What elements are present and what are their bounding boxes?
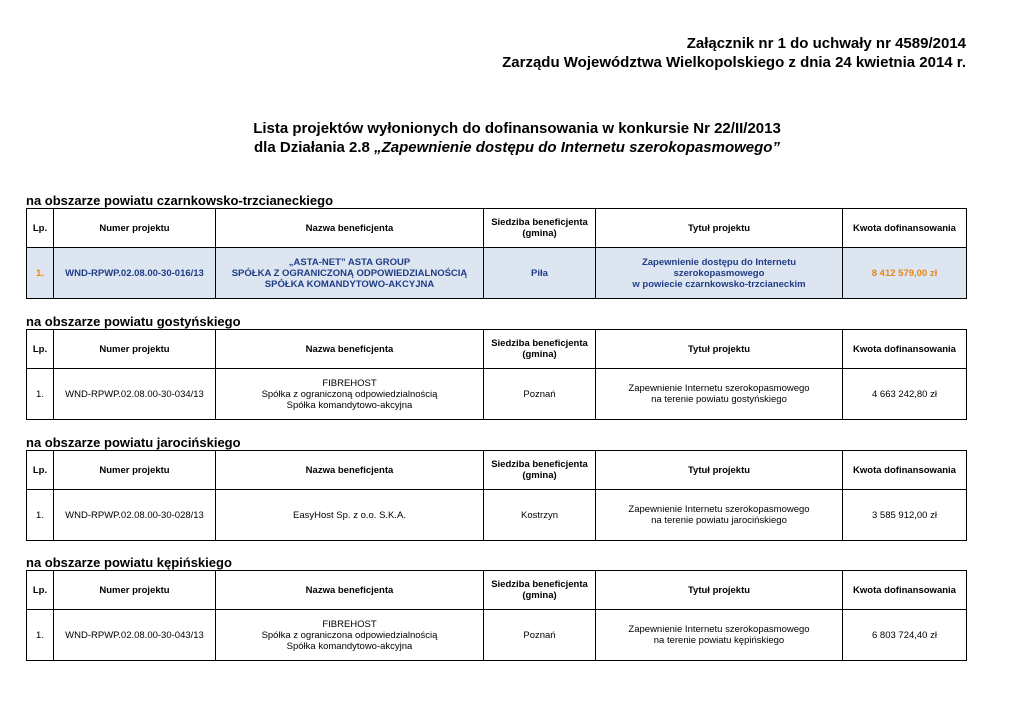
tytul-line: na terenie powiatu kępińskiego <box>653 635 785 646</box>
title-line-2-italic: „Zapewnienie dostępu do Internetu szerokopasmowego” <box>374 139 780 156</box>
col-siedziba-line2: (gmina) <box>522 470 557 481</box>
section-gostynski <box>26 315 966 420</box>
section-heading: na obszarze powiatu kępińskiego <box>26 555 232 570</box>
table-row <box>27 369 967 420</box>
header-line-2: Zarządu Województwa Wielkopolskiego z dnia 24 kwietnia 2014 r. <box>502 54 966 71</box>
cell-kwota: 4 663 242,80 zł <box>843 369 967 420</box>
col-lp: Lp. <box>27 209 54 248</box>
cell-kwota: 3 585 912,00 zł <box>843 490 967 541</box>
nazwa-line: SPÓŁKA KOMANDYTOWO-AKCYJNA <box>264 278 435 290</box>
col-siedziba-line1: Siedziba beneficjenta <box>491 459 588 470</box>
cell-siedziba: Poznań <box>484 610 596 661</box>
cell-numer: WND-RPWP.02.08.00-30-034/13 <box>54 369 216 420</box>
nazwa-line: SPÓŁKA Z OGRANICZONĄ ODPOWIEDZIALNOŚCIĄ <box>231 267 468 279</box>
nazwa-line: „ASTA-NET” ASTA GROUP <box>288 256 411 268</box>
cell-nazwa <box>216 369 484 420</box>
projects-table <box>26 329 967 420</box>
cell-siedziba: Kostrzyn <box>484 490 596 541</box>
col-siedziba <box>484 571 596 610</box>
cell-kwota: 6 803 724,40 zł <box>843 610 967 661</box>
table-row <box>27 248 967 299</box>
nazwa-line: FIBREHOST <box>322 618 377 630</box>
col-siedziba-line2: (gmina) <box>522 590 557 601</box>
col-lp: Lp. <box>27 330 54 369</box>
cell-kwota: 8 412 579,00 zł <box>843 248 967 299</box>
section-jarocinski <box>26 436 966 541</box>
document-title <box>0 119 1024 157</box>
col-tytul: Tytuł projektu <box>596 451 843 490</box>
col-numer: Numer projektu <box>54 330 216 369</box>
cell-numer: WND-RPWP.02.08.00-30-043/13 <box>54 610 216 661</box>
table-header-row <box>27 451 967 490</box>
table-header-row <box>27 571 967 610</box>
table-header-row <box>27 209 967 248</box>
col-tytul: Tytuł projektu <box>596 209 843 248</box>
tytul-line: Zapewnienie Internetu szerokopasmowego <box>628 504 810 515</box>
col-numer: Numer projektu <box>54 571 216 610</box>
cell-tytul <box>596 248 843 299</box>
document-header <box>502 34 966 72</box>
title-line-2 <box>0 138 1024 157</box>
col-siedziba <box>484 451 596 490</box>
cell-siedziba: Poznań <box>484 369 596 420</box>
section-kepinski <box>26 556 966 661</box>
nazwa-line: Spółka komandytowo-akcyjna <box>286 640 413 652</box>
header-line-1: Załącznik nr 1 do uchwały nr 4589/2014 <box>686 35 966 52</box>
tytul-line: Zapewnienie Internetu szerokopasmowego <box>628 383 810 394</box>
col-nazwa: Nazwa beneficjenta <box>216 330 484 369</box>
nazwa-line: Spółka z ograniczoną odpowiedzialnością <box>261 388 438 400</box>
projects-table <box>26 450 967 541</box>
tytul-line: na terenie powiatu gostyńskiego <box>651 394 787 405</box>
col-nazwa: Nazwa beneficjenta <box>216 451 484 490</box>
table-header-row <box>27 330 967 369</box>
col-nazwa: Nazwa beneficjenta <box>216 209 484 248</box>
section-heading: na obszarze powiatu gostyńskiego <box>26 314 241 329</box>
nazwa-line: Spółka komandytowo-akcyjna <box>286 399 413 411</box>
cell-lp: 1. <box>27 248 54 299</box>
cell-lp: 1. <box>27 369 54 420</box>
col-kwota: Kwota dofinansowania <box>843 209 967 248</box>
section-heading: na obszarze powiatu jarocińskiego <box>26 435 241 450</box>
cell-lp: 1. <box>27 610 54 661</box>
col-siedziba-line1: Siedziba beneficjenta <box>491 217 588 228</box>
tytul-line: na terenie powiatu jarocińskiego <box>651 515 787 526</box>
col-siedziba-line1: Siedziba beneficjenta <box>491 338 588 349</box>
table-row <box>27 490 967 541</box>
col-numer: Numer projektu <box>54 451 216 490</box>
col-tytul: Tytuł projektu <box>596 330 843 369</box>
tytul-line: szerokopasmowego <box>673 267 765 279</box>
cell-nazwa <box>216 248 484 299</box>
cell-tytul <box>596 490 843 541</box>
col-siedziba <box>484 209 596 248</box>
col-nazwa: Nazwa beneficjenta <box>216 571 484 610</box>
tytul-line: Zapewnienie dostępu do Internetu <box>641 256 797 268</box>
col-siedziba-line2: (gmina) <box>522 228 557 239</box>
col-siedziba <box>484 330 596 369</box>
cell-numer: WND-RPWP.02.08.00-30-028/13 <box>54 490 216 541</box>
cell-lp: 1. <box>27 490 54 541</box>
tytul-line: w powiecie czarnkowsko-trzcianeckim <box>632 278 806 290</box>
title-line-2-prefix: dla Działania 2.8 <box>254 139 375 156</box>
projects-table <box>26 208 967 299</box>
projects-table <box>26 570 967 661</box>
cell-numer: WND-RPWP.02.08.00-30-016/13 <box>54 248 216 299</box>
section-czarnkowsko-trzcianecki <box>26 194 966 299</box>
nazwa-line: Spółka z ograniczona odpowiedzialnością <box>261 629 438 641</box>
col-kwota: Kwota dofinansowania <box>843 571 967 610</box>
tytul-line: Zapewnienie Internetu szerokopasmowego <box>628 624 810 635</box>
cell-tytul <box>596 610 843 661</box>
cell-tytul <box>596 369 843 420</box>
cell-siedziba: Piła <box>484 248 596 299</box>
col-tytul: Tytuł projektu <box>596 571 843 610</box>
title-line-1: Lista projektów wyłonionych do dofinansowania w konkursie Nr 22/II/2013 <box>253 120 781 137</box>
cell-nazwa <box>216 490 484 541</box>
col-lp: Lp. <box>27 451 54 490</box>
col-kwota: Kwota dofinansowania <box>843 330 967 369</box>
nazwa-line: EasyHost Sp. z o.o. S.K.A. <box>293 509 406 521</box>
col-siedziba-line1: Siedziba beneficjenta <box>491 579 588 590</box>
col-numer: Numer projektu <box>54 209 216 248</box>
col-kwota: Kwota dofinansowania <box>843 451 967 490</box>
col-siedziba-line2: (gmina) <box>522 349 557 360</box>
cell-nazwa <box>216 610 484 661</box>
nazwa-line: FIBREHOST <box>322 377 377 389</box>
col-lp: Lp. <box>27 571 54 610</box>
table-row <box>27 610 967 661</box>
section-heading: na obszarze powiatu czarnkowsko-trzcianeckiego <box>26 193 334 208</box>
